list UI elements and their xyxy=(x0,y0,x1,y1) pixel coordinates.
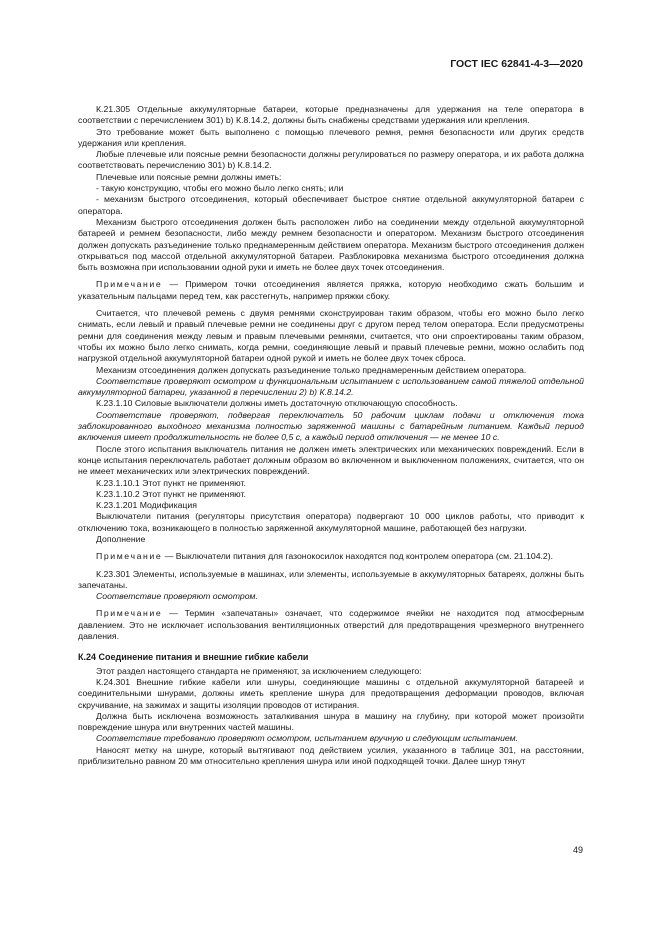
list-item: - механизм быстрого отсоединения, который обеспечивает быстрое снятие отдельной аккумуляторной батареи с оператора. xyxy=(78,194,584,216)
section-heading: К.24 Соединение питания и внешние гибкие кабели xyxy=(78,652,309,663)
paragraph: Любые плечевые или поясные ремни безопасности должны регулироваться по размеру оператора, и их работа должна соответствовать перечислению 301) b) К.8.14.2. xyxy=(78,149,584,171)
note-label: Примечание xyxy=(96,551,163,562)
note-label: Примечание xyxy=(96,608,163,619)
paragraph: К.23.1.10 Силовые выключатели должны иметь достаточную отключающую способность. xyxy=(96,398,458,409)
paragraph: Это требование может быть выполнено с помощью плечевого ремня, ремня безопасности или других средств удержания или крепления. xyxy=(78,126,584,148)
standard-header: ГОСТ IEC 62841-4-3—2020 xyxy=(450,58,583,70)
paragraph: К.23.1.10.1 Этот пункт не применяют. xyxy=(96,477,246,488)
paragraph: К.23.1.201 Модификация xyxy=(96,500,197,511)
paragraph: Выключатели питания (регуляторы присутствия оператора) подвергают 10 000 циклов работы, что приводит к отключению тока, возникающего в полностью заряженной аккумуляторной машине, работающей без нагрузки. xyxy=(78,511,584,533)
note-text: — Примером точки отсоединения является пряжка, которую необходимо сжать большим и указательным пальцами перед тем, как расстегнуть, например пряжки сбоку. xyxy=(78,279,584,301)
compliance-paragraph: Соответствие требованию проверяют осмотром, испытанием вручную и следующим испытанием. xyxy=(96,733,519,744)
note xyxy=(78,608,584,642)
compliance-paragraph: Соответствие проверяют осмотром и функциональным испытанием с использованием самой тяжелой отдельной аккумуляторной батареи, указанной в перечислении 2) b) К.8.14.2. xyxy=(78,375,584,398)
paragraph: К.24.301 Внешние гибкие кабели или шнуры, соединяющие машины с отдельной аккумуляторной батареей и соединительными шнурами, должны иметь крепление шнура для предотвращения деформации проводов, включая скручивание, на зажимах и защиты изоляции проводов от истирания. xyxy=(78,676,584,710)
note xyxy=(78,279,584,302)
note-text: — Термин «запечатаны» означает, что содержимое ячейки не находится под атмосферным давлением. Это не исключает использования вентиляционных отверстий для предотвращения чрезмерного внутреннего давления. xyxy=(78,608,584,642)
paragraph: После этого испытания выключатель питания не должен иметь электрических или механических повреждений. Если в конце испытания переключатель работает должным образом во включенном и выключенном положениях, считается, что он не имеет механических или электрических повреждений. xyxy=(78,443,584,477)
compliance-paragraph: Соответствие проверяют, подвергая переключатель 50 рабочим циклам подачи и отключения тока заблокированного выходного механизма полностью заряженной машины с батарейным питанием. Каждый период включения имеет продолжительность не более 0,5 с, а каждый период отключения — не менее 10 с. xyxy=(78,409,584,443)
note xyxy=(78,551,584,562)
paragraph: Плечевые или поясные ремни должны иметь: xyxy=(96,171,282,182)
paragraph: Наносят метку на шнуре, который вытягивают под действием усилия, указанного в таблице 301, на расстоянии, приблизительно равном 20 мм относительно крепления шнура или иной подходящей точки. Далее шнур тянут xyxy=(78,744,584,767)
paragraph: К.21.305 Отдельные аккумуляторные батареи, которые предназначены для удержания на теле оператора в соответствии с перечислением 301) b) К.8.14.2, должны быть снабжены средствами удержания или крепления. xyxy=(78,104,584,126)
paragraph: Считается, что плечевой ремень с двумя ремнями сконструирован таким образом, чтобы его можно было легко снимать, если левый и правый плечевые ремни не соединены друг с другом перед телом оператора. Если предусмотрены ремни для соединения между левым и правым плечевыми ремнями, считается, что они спроектированы таким образом, чтобы их можно было легко снимать, когда ремни, соединяющие левый и правый плечевые ремни, можно ослабить под нагрузкой отдельной аккумуляторной батареи одной рукой и иметь не более двух точек сброса. xyxy=(78,308,584,364)
list-item: - такую конструкцию, чтобы его можно было легко снять; или xyxy=(96,183,344,194)
paragraph: Должна быть исключена возможность заталкивания шнура в машину на глубину, при которой может произойти повреждение шнура или внутренних частей машины. xyxy=(78,710,584,733)
paragraph: Этот раздел настоящего стандарта не применяют, за исключением следующего: xyxy=(96,665,422,676)
page-content xyxy=(78,104,584,767)
paragraph: Дополнение xyxy=(96,533,146,544)
page-number: 49 xyxy=(572,845,583,855)
compliance-paragraph: Соответствие проверяют осмотром. xyxy=(96,591,258,602)
paragraph: К.23.301 Элементы, используемые в машинах, или элементы, используемые в аккумуляторных батареях, должны быть запечатаны. xyxy=(78,568,584,590)
note-text: — Выключатели питания для газонокосилок находятся под контролем оператора (см. 21.104.2). xyxy=(162,551,554,562)
note-label: Примечание xyxy=(96,279,163,290)
paragraph: Механизм быстрого отсоединения должен быть расположен либо на соединении между отдельной аккумуляторной батареей и ремнем безопасности, либо между ремнем безопасности и оператором. Механизм быстрого отсоединения должен допускать разъединение только преднамеренным действием оператора. Механизм быстрого отсоединения должен открываться под массой отдельной аккумуляторной батареи. Разблокировка механизма быстрого отсоединения должна быть возможна при использовании одной руки и иметь не более двух точек отсоединения. xyxy=(78,216,584,273)
paragraph: К.23.1.10.2 Этот пункт не применяют. xyxy=(96,488,246,499)
paragraph: Механизм отсоединения должен допускать разъединение только преднамеренным действием оператора. xyxy=(96,364,527,375)
